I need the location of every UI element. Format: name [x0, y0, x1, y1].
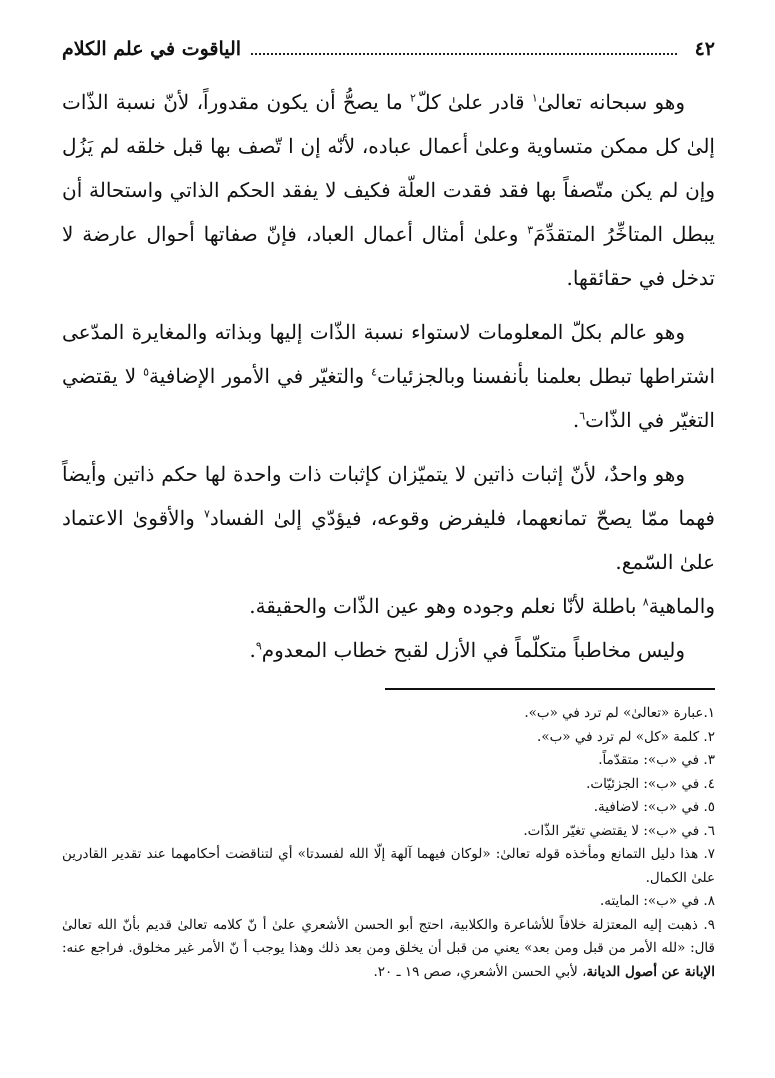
paragraph-oneness: وهو واحدٌ، لأنّ إثبات ذاتين لا يتميّزان كإثبات ذات واحدة لها حكم ذاتين وأيضاً فهما ممّا يصحّ تمانعهما، فليفرض وقوعه، فيؤدّي إلىٰ الفساد$^٧$ والأقوىٰ الاعتماد علىٰ السّمع.	[62, 462, 715, 574]
footnote-ref-9: ٩	[255, 639, 262, 653]
page-number: ٤٢	[694, 38, 715, 60]
footnote-ref-7: ٧	[203, 507, 210, 521]
footnote-ref-8: ٨	[642, 595, 649, 609]
header-leader-dots	[251, 43, 677, 55]
main-text	[62, 80, 715, 672]
footnote-6: ٦. في «ب»: لا يقتضي تغيّر الذّات.	[523, 822, 715, 839]
footnote-5: ٥. في «ب»: لاضافية.	[593, 799, 715, 815]
footnotes	[62, 702, 715, 984]
footnote-3: ٣. في «ب»: متقدّماً.	[598, 752, 715, 768]
footnote-ref-6: ٦	[579, 409, 586, 423]
paragraph-knowledge: وهو عالم بكلّ المعلومات لاستواء نسبة الذّات إليها وبذاته والمغايرة المدّعى اشتراطها تبطل بعلمنا بأنفسنا وبالجزئيات$^٤$ والتغيّر في الأمور الإضافية$^٥$ لا يقتضي التغيّر في الذّات$^٦$.	[62, 320, 715, 432]
footnote-8: ٨. في «ب»: المايته.	[599, 893, 715, 909]
footnote-ref-2: ٢	[410, 91, 416, 105]
footnote-ref-4: ٤	[371, 365, 378, 379]
footnote-2: ٢. كلمة «كل» لم ترد في «ب».	[537, 728, 715, 745]
footnote-ref-3: ٣	[527, 223, 534, 237]
footnote-1: ١.عبارة «تعالىٰ» لم ترد في «ب».	[524, 705, 715, 721]
footnote-9: ٩. ذهبت إليه المعتزلة خلافاً للأشاعرة والكلابية، احتج أبو الحسن الأشعري علىٰ أ نّ كلامه تعالىٰ قديم بأنّ الله تعالىٰ قال: «لله الأمر من قبل ومن بعد» يعني من قبل أن يخلق ومن بعد ذلك وهذا يوجب أ نّ الأمر غير مخلوق. فراجع عنه: الإبانة عن أصول الديانة، لأبي الحسن الأشعري، صص ١٩ ـ ٢٠.	[62, 916, 715, 980]
paragraph-power: وهو سبحانه تعالىٰ$^١$ قادر علىٰ كلّ$^٢$ ما يصحُّ أن يكون مقدوراً، لأنّ نسبة الذّات إلىٰ كل ممكن متساوية وعلىٰ أعمال عباده، لأنّه إن ا تّصف بها قبل خلقه لم يَزُل وإن لم يكن متّصفاً بها فقد فقدت العلّة فكيف لا يفقد الحكم الذاتي واستحالة أن يبطل المتاخِّرُ المتقدِّمَ$^٣$ وعلىٰ أمثال أعمال العباد، فإنّ صفاتها أحوال عارضة لا تدخل في حقائقها.	[62, 90, 715, 290]
footnote-4: ٤. في «ب»: الجزئيّات.	[586, 775, 715, 792]
running-header	[62, 34, 715, 64]
paragraph-quiddity: والماهية$^٨$ باطلة لأنّا نعلم وجوده وهو عين الذّات والحقيقة.	[249, 594, 715, 618]
footnote-ref-1: ١	[531, 91, 538, 105]
footnote-ref-5: ٥	[143, 365, 149, 379]
paragraph-speech: وليس مخاطباً متكلّماً في الأزل لقبح خطاب المعدوم$^٩$.	[249, 638, 685, 662]
footnote-separator	[385, 688, 715, 690]
footnote-7: ٧. هذا دليل التمانع ومأخذه قوله تعالىٰ: «لوكان فيهما آلهة إلّا الله لفسدتا» أي لتناقضت أحكامهما عند تقدير القادرين علىٰ الكمال.	[62, 846, 715, 886]
running-title: الياقوت في علم الكلام	[62, 38, 242, 60]
footnote-9-book-title: الإبانة عن أصول الديانة	[586, 963, 715, 980]
